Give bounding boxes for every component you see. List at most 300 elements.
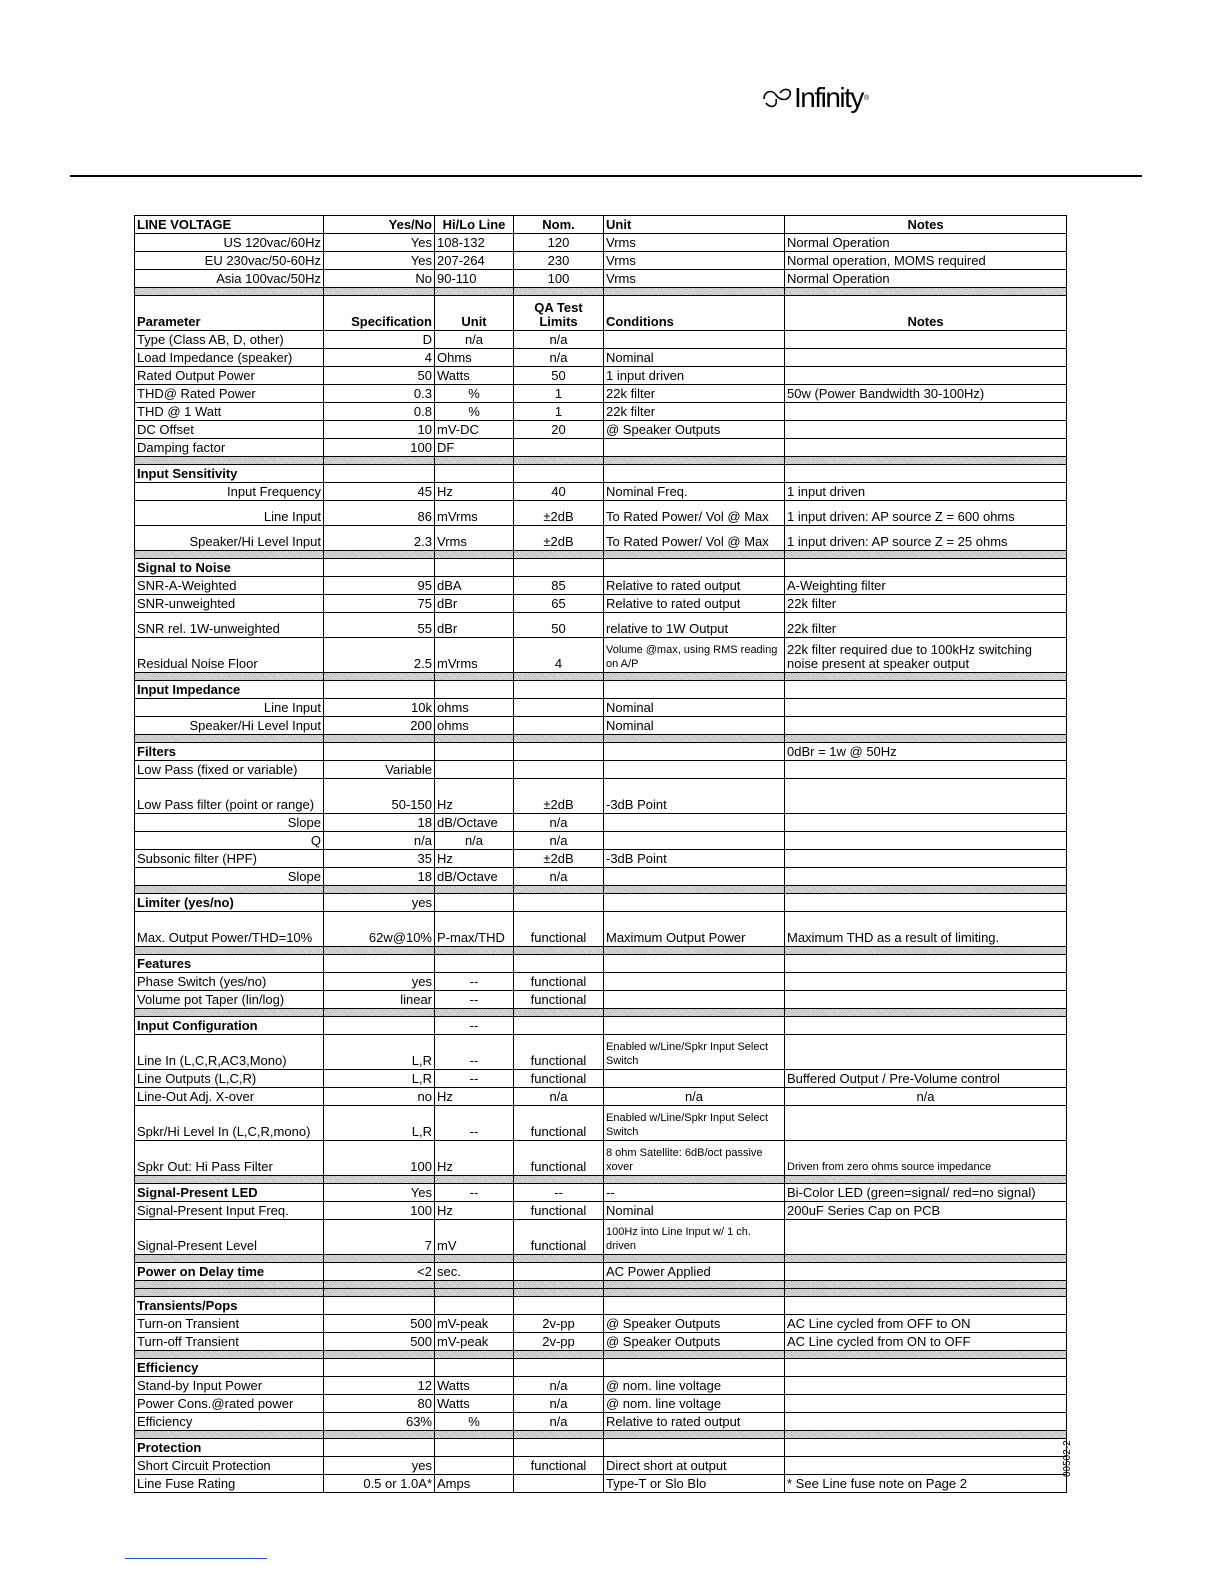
- cell-notes: [785, 868, 1067, 886]
- cell-notes: [785, 779, 1067, 814]
- cell-unit: --: [435, 1035, 514, 1070]
- cell-notes: A-Weighting filter: [785, 577, 1067, 595]
- separator-cell: [785, 1289, 1067, 1297]
- separator-cell: [514, 1176, 604, 1184]
- cell-unit: %: [435, 1413, 514, 1431]
- cell-unit: dBr: [435, 595, 514, 613]
- table-row: [135, 1070, 1067, 1088]
- cell-cond: Vrms: [604, 270, 785, 288]
- separator-cell: [324, 1431, 435, 1439]
- cell-spec: [324, 1017, 435, 1035]
- cell-qa: ±2dB: [514, 501, 604, 526]
- cell-cond: [604, 1439, 785, 1457]
- table-row: [135, 779, 1067, 814]
- cell-notes: [785, 403, 1067, 421]
- separator-cell: [785, 457, 1067, 465]
- cell-cond: Vrms: [604, 252, 785, 270]
- cell-unit: Hz: [435, 850, 514, 868]
- cell-spec: [324, 559, 435, 577]
- cell-qa: [514, 681, 604, 699]
- cell-spec: 500: [324, 1315, 435, 1333]
- cell-cond: Nominal: [604, 699, 785, 717]
- cell-cond: [604, 955, 785, 973]
- cell-spec: 2.3: [324, 526, 435, 551]
- cell-qa: n/a: [514, 1395, 604, 1413]
- cell-notes: n/a: [785, 1088, 1067, 1106]
- cell-spec: 100: [324, 439, 435, 457]
- separator-row: [135, 1289, 1067, 1297]
- cell-param: Spkr/Hi Level In (L,C,R,mono): [135, 1106, 324, 1141]
- cell-spec: <2: [324, 1263, 435, 1281]
- separator-cell: [785, 288, 1067, 296]
- cell-spec: 18: [324, 814, 435, 832]
- cell-spec: 0.8: [324, 403, 435, 421]
- cell-unit: Ohms: [435, 349, 514, 367]
- cell-param: Signal-Present Level: [135, 1220, 324, 1255]
- cell-cond: Enabled w/Line/Spkr Input Select Switch: [604, 1035, 785, 1070]
- separator-cell: [514, 1281, 604, 1289]
- cell-unit: [435, 743, 514, 761]
- cell-qa: [514, 1297, 604, 1315]
- cell-notes: [785, 439, 1067, 457]
- separator-row: [135, 1431, 1067, 1439]
- cell-cond: @ Speaker Outputs: [604, 1333, 785, 1351]
- cell-spec: [324, 465, 435, 483]
- cell-notes: [785, 717, 1067, 735]
- cell-unit: 207-264: [435, 252, 514, 270]
- cell-unit: [435, 1359, 514, 1377]
- cell-notes: [785, 1377, 1067, 1395]
- table-row: [135, 577, 1067, 595]
- cell-param: Signal to Noise: [135, 559, 324, 577]
- cell-spec: 45: [324, 483, 435, 501]
- cell-unit: %: [435, 385, 514, 403]
- cell-param: Type (Class AB, D, other): [135, 331, 324, 349]
- cell-cond: Unit: [604, 216, 785, 234]
- cell-param: Volume pot Taper (lin/log): [135, 991, 324, 1009]
- document-code: [1062, 1437, 1076, 1477]
- cell-notes: [785, 1035, 1067, 1070]
- cell-cond: [604, 832, 785, 850]
- cell-notes: [785, 1263, 1067, 1281]
- cell-unit: mV: [435, 1220, 514, 1255]
- cell-param: SNR rel. 1W-unweighted: [135, 613, 324, 638]
- separator-row: [135, 1281, 1067, 1289]
- separator-cell: [435, 947, 514, 955]
- cell-unit: dB/Octave: [435, 868, 514, 886]
- cell-notes: [785, 1106, 1067, 1141]
- separator-cell: [785, 1255, 1067, 1263]
- separator-cell: [514, 1009, 604, 1017]
- cell-unit: [435, 761, 514, 779]
- table-row: [135, 868, 1067, 886]
- cell-cond: @ nom. line voltage: [604, 1395, 785, 1413]
- cell-param: Line Outputs (L,C,R): [135, 1070, 324, 1088]
- separator-cell: [785, 673, 1067, 681]
- table-row: [135, 1377, 1067, 1395]
- table-row: [135, 270, 1067, 288]
- cell-unit: --: [435, 991, 514, 1009]
- separator-cell: [435, 1176, 514, 1184]
- separator-row: [135, 673, 1067, 681]
- cell-param: Power Cons.@rated power: [135, 1395, 324, 1413]
- cell-qa: 40: [514, 483, 604, 501]
- separator-cell: [435, 1009, 514, 1017]
- separator-row: [135, 886, 1067, 894]
- separator-cell: [435, 1255, 514, 1263]
- cell-notes: [785, 1297, 1067, 1315]
- brand-logo: [760, 78, 869, 118]
- table-row: [135, 421, 1067, 439]
- cell-unit: [435, 1439, 514, 1457]
- cell-param: THD@ Rated Power: [135, 385, 324, 403]
- separator-cell: [604, 1351, 785, 1359]
- cell-param: Protection: [135, 1439, 324, 1457]
- table-row: [135, 1457, 1067, 1475]
- cell-qa: QA Test Limits: [514, 296, 604, 331]
- cell-unit: --: [435, 1106, 514, 1141]
- cell-qa: Nom.: [514, 216, 604, 234]
- cell-unit: 90-110: [435, 270, 514, 288]
- cell-notes: Normal Operation: [785, 270, 1067, 288]
- separator-row: [135, 1255, 1067, 1263]
- separator-cell: [135, 551, 324, 559]
- cell-notes: 22k filter: [785, 613, 1067, 638]
- cell-param: Slope: [135, 868, 324, 886]
- cell-cond: Volume @max, using RMS reading on A/P: [604, 638, 785, 673]
- cell-spec: 10k: [324, 699, 435, 717]
- table-row: [135, 483, 1067, 501]
- separator-cell: [135, 673, 324, 681]
- cell-param: SNR-A-Weighted: [135, 577, 324, 595]
- cell-cond: [604, 1359, 785, 1377]
- cell-cond: Relative to rated output: [604, 577, 785, 595]
- cell-qa: [514, 559, 604, 577]
- cell-spec: 75: [324, 595, 435, 613]
- cell-qa: 50: [514, 613, 604, 638]
- cell-qa: [514, 1359, 604, 1377]
- cell-spec: 0.3: [324, 385, 435, 403]
- cell-qa: [514, 1017, 604, 1035]
- cell-cond: [604, 559, 785, 577]
- cell-param: Input Frequency: [135, 483, 324, 501]
- table-row: [135, 349, 1067, 367]
- separator-cell: [514, 735, 604, 743]
- separator-cell: [604, 1176, 785, 1184]
- table-row: [135, 1333, 1067, 1351]
- cell-notes: Buffered Output / Pre-Volume control: [785, 1070, 1067, 1088]
- separator-cell: [514, 551, 604, 559]
- cell-qa: 120: [514, 234, 604, 252]
- cell-cond: [604, 1297, 785, 1315]
- separator-cell: [785, 1281, 1067, 1289]
- cell-qa: 230: [514, 252, 604, 270]
- cell-param: US 120vac/60Hz: [135, 234, 324, 252]
- separator-cell: [514, 673, 604, 681]
- separator-cell: [785, 886, 1067, 894]
- cell-spec: 55: [324, 613, 435, 638]
- separator-row: [135, 551, 1067, 559]
- cell-qa: functional: [514, 1141, 604, 1176]
- separator-cell: [435, 673, 514, 681]
- cell-cond: Vrms: [604, 234, 785, 252]
- cell-unit: [435, 681, 514, 699]
- cell-notes: [785, 421, 1067, 439]
- section-row: [135, 1184, 1067, 1202]
- separator-cell: [324, 1255, 435, 1263]
- cell-unit: [435, 465, 514, 483]
- cell-unit: [435, 894, 514, 912]
- separator-row: [135, 1351, 1067, 1359]
- cell-cond: Nominal: [604, 349, 785, 367]
- cell-qa: 1: [514, 385, 604, 403]
- separator-row: [135, 1009, 1067, 1017]
- section-row: [135, 1297, 1067, 1315]
- cell-qa: functional: [514, 1220, 604, 1255]
- cell-spec: 18: [324, 868, 435, 886]
- cell-spec: [324, 681, 435, 699]
- cell-notes: Driven from zero ohms source impedance: [785, 1141, 1067, 1176]
- cell-qa: 2v-pp: [514, 1333, 604, 1351]
- infinity-swirl-icon: [760, 83, 794, 113]
- table-row: [135, 526, 1067, 551]
- table-row: [135, 1088, 1067, 1106]
- cell-notes: [785, 681, 1067, 699]
- header-row: [135, 296, 1067, 331]
- table-row: [135, 699, 1067, 717]
- separator-cell: [785, 1009, 1067, 1017]
- table-row: [135, 832, 1067, 850]
- cell-qa: [514, 894, 604, 912]
- separator-cell: [604, 947, 785, 955]
- table-row: [135, 814, 1067, 832]
- cell-notes: [785, 349, 1067, 367]
- cell-qa: [514, 955, 604, 973]
- cell-cond: [604, 761, 785, 779]
- cell-unit: ohms: [435, 717, 514, 735]
- separator-cell: [514, 886, 604, 894]
- separator-cell: [604, 457, 785, 465]
- cell-notes: [785, 465, 1067, 483]
- cell-spec: Yes: [324, 252, 435, 270]
- separator-cell: [135, 947, 324, 955]
- cell-cond: Type-T or Slo Blo: [604, 1475, 785, 1493]
- separator-cell: [135, 288, 324, 296]
- table-row: [135, 850, 1067, 868]
- cell-unit: Hz: [435, 1088, 514, 1106]
- cell-spec: n/a: [324, 832, 435, 850]
- cell-notes: Normal Operation: [785, 234, 1067, 252]
- cell-qa: functional: [514, 1202, 604, 1220]
- separator-cell: [324, 1289, 435, 1297]
- section-row: [135, 1439, 1067, 1457]
- section-row: [135, 559, 1067, 577]
- cell-notes: [785, 1457, 1067, 1475]
- cell-spec: 4: [324, 349, 435, 367]
- table-row: [135, 1106, 1067, 1141]
- cell-qa: [514, 1263, 604, 1281]
- cell-unit: --: [435, 1017, 514, 1035]
- cell-unit: 108-132: [435, 234, 514, 252]
- separator-cell: [604, 735, 785, 743]
- table-row: [135, 501, 1067, 526]
- cell-unit: P-max/THD: [435, 912, 514, 947]
- cell-unit: sec.: [435, 1263, 514, 1281]
- separator-cell: [604, 1431, 785, 1439]
- cell-unit: --: [435, 1184, 514, 1202]
- cell-notes: [785, 1017, 1067, 1035]
- cell-notes: Bi-Color LED (green=signal/ red=no signal): [785, 1184, 1067, 1202]
- cell-cond: relative to 1W Output: [604, 613, 785, 638]
- cell-unit: n/a: [435, 832, 514, 850]
- spec-table-body: [135, 216, 1067, 1493]
- separator-cell: [324, 1176, 435, 1184]
- cell-qa: functional: [514, 1070, 604, 1088]
- cell-cond: Relative to rated output: [604, 1413, 785, 1431]
- section-row: [135, 1263, 1067, 1281]
- cell-cond: [604, 991, 785, 1009]
- cell-spec: 95: [324, 577, 435, 595]
- cell-spec: 63%: [324, 1413, 435, 1431]
- cell-cond: [604, 894, 785, 912]
- table-row: [135, 1475, 1067, 1493]
- cell-cond: [604, 814, 785, 832]
- cell-unit: Watts: [435, 367, 514, 385]
- separator-cell: [604, 1009, 785, 1017]
- table-row: [135, 1220, 1067, 1255]
- cell-unit: [435, 955, 514, 973]
- cell-unit: mV-peak: [435, 1333, 514, 1351]
- cell-cond: [604, 973, 785, 991]
- cell-unit: Hz: [435, 779, 514, 814]
- cell-cond: Enabled w/Line/Spkr Input Select Switch: [604, 1106, 785, 1141]
- table-row: [135, 1315, 1067, 1333]
- separator-row: [135, 457, 1067, 465]
- separator-cell: [604, 1289, 785, 1297]
- cell-param: LINE VOLTAGE: [135, 216, 324, 234]
- separator-row: [135, 735, 1067, 743]
- cell-spec: Variable: [324, 761, 435, 779]
- cell-qa: n/a: [514, 331, 604, 349]
- cell-notes: [785, 1439, 1067, 1457]
- table-row: [135, 385, 1067, 403]
- cell-qa: [514, 1439, 604, 1457]
- cell-cond: @ Speaker Outputs: [604, 1315, 785, 1333]
- cell-qa: n/a: [514, 868, 604, 886]
- cell-cond: Conditions: [604, 296, 785, 331]
- cell-spec: Yes: [324, 234, 435, 252]
- cell-unit: dBA: [435, 577, 514, 595]
- cell-qa: ±2dB: [514, 850, 604, 868]
- document-code-text: 00502-2: [1062, 1440, 1073, 1477]
- table-row: [135, 991, 1067, 1009]
- cell-spec: 100: [324, 1141, 435, 1176]
- cell-spec: [324, 1359, 435, 1377]
- separator-cell: [135, 1281, 324, 1289]
- separator-cell: [785, 947, 1067, 955]
- table-row: [135, 439, 1067, 457]
- cell-spec: 12: [324, 1377, 435, 1395]
- cell-notes: [785, 832, 1067, 850]
- cell-notes: 22k filter: [785, 595, 1067, 613]
- cell-qa: n/a: [514, 814, 604, 832]
- cell-notes: Normal operation, MOMS required: [785, 252, 1067, 270]
- cell-spec: Yes/No: [324, 216, 435, 234]
- section-row: [135, 743, 1067, 761]
- cell-notes: [785, 991, 1067, 1009]
- cell-qa: 1: [514, 403, 604, 421]
- cell-spec: [324, 1439, 435, 1457]
- cell-spec: 86: [324, 501, 435, 526]
- cell-qa: 65: [514, 595, 604, 613]
- cell-cond: [604, 681, 785, 699]
- separator-cell: [604, 551, 785, 559]
- cell-spec: 10: [324, 421, 435, 439]
- cell-param: Residual Noise Floor: [135, 638, 324, 673]
- cell-cond: 22k filter: [604, 403, 785, 421]
- cell-spec: 7: [324, 1220, 435, 1255]
- cell-param: Subsonic filter (HPF): [135, 850, 324, 868]
- cell-param: Line Input: [135, 699, 324, 717]
- cell-unit: Amps: [435, 1475, 514, 1493]
- cell-qa: 4: [514, 638, 604, 673]
- cell-cond: -3dB Point: [604, 779, 785, 814]
- separator-cell: [135, 1289, 324, 1297]
- cell-unit: [435, 559, 514, 577]
- cell-cond: To Rated Power/ Vol @ Max: [604, 526, 785, 551]
- cell-param: Signal-Present Input Freq.: [135, 1202, 324, 1220]
- cell-param: Filters: [135, 743, 324, 761]
- cell-param: Power on Delay time: [135, 1263, 324, 1281]
- cell-spec: [324, 955, 435, 973]
- table-row: [135, 252, 1067, 270]
- cell-qa: functional: [514, 991, 604, 1009]
- separator-cell: [514, 1431, 604, 1439]
- separator-cell: [435, 1351, 514, 1359]
- separator-cell: [135, 886, 324, 894]
- cell-qa: functional: [514, 1035, 604, 1070]
- cell-notes: 22k filter required due to 100kHz switching noise present at speaker output: [785, 638, 1067, 673]
- table-row: [135, 761, 1067, 779]
- table-row: [135, 331, 1067, 349]
- cell-unit: n/a: [435, 331, 514, 349]
- cell-qa: ±2dB: [514, 526, 604, 551]
- cell-qa: n/a: [514, 349, 604, 367]
- section-row: [135, 1359, 1067, 1377]
- cell-unit: Hi/Lo Line: [435, 216, 514, 234]
- cell-qa: n/a: [514, 1413, 604, 1431]
- cell-notes: Maximum THD as a result of limiting.: [785, 912, 1067, 947]
- cell-param: Slope: [135, 814, 324, 832]
- cell-param: Low Pass filter (point or range): [135, 779, 324, 814]
- cell-param: Short Circuit Protection: [135, 1457, 324, 1475]
- cell-unit: Watts: [435, 1377, 514, 1395]
- cell-param: EU 230vac/50-60Hz: [135, 252, 324, 270]
- cell-cond: Relative to rated output: [604, 595, 785, 613]
- cell-param: Efficiency: [135, 1413, 324, 1431]
- separator-row: [135, 947, 1067, 955]
- separator-cell: [435, 1281, 514, 1289]
- cell-notes: [785, 814, 1067, 832]
- cell-spec: yes: [324, 1457, 435, 1475]
- cell-spec: yes: [324, 894, 435, 912]
- cell-cond: -3dB Point: [604, 850, 785, 868]
- cell-cond: [604, 439, 785, 457]
- separator-cell: [785, 1176, 1067, 1184]
- table-row: [135, 973, 1067, 991]
- section-row: [135, 955, 1067, 973]
- cell-spec: L,R: [324, 1106, 435, 1141]
